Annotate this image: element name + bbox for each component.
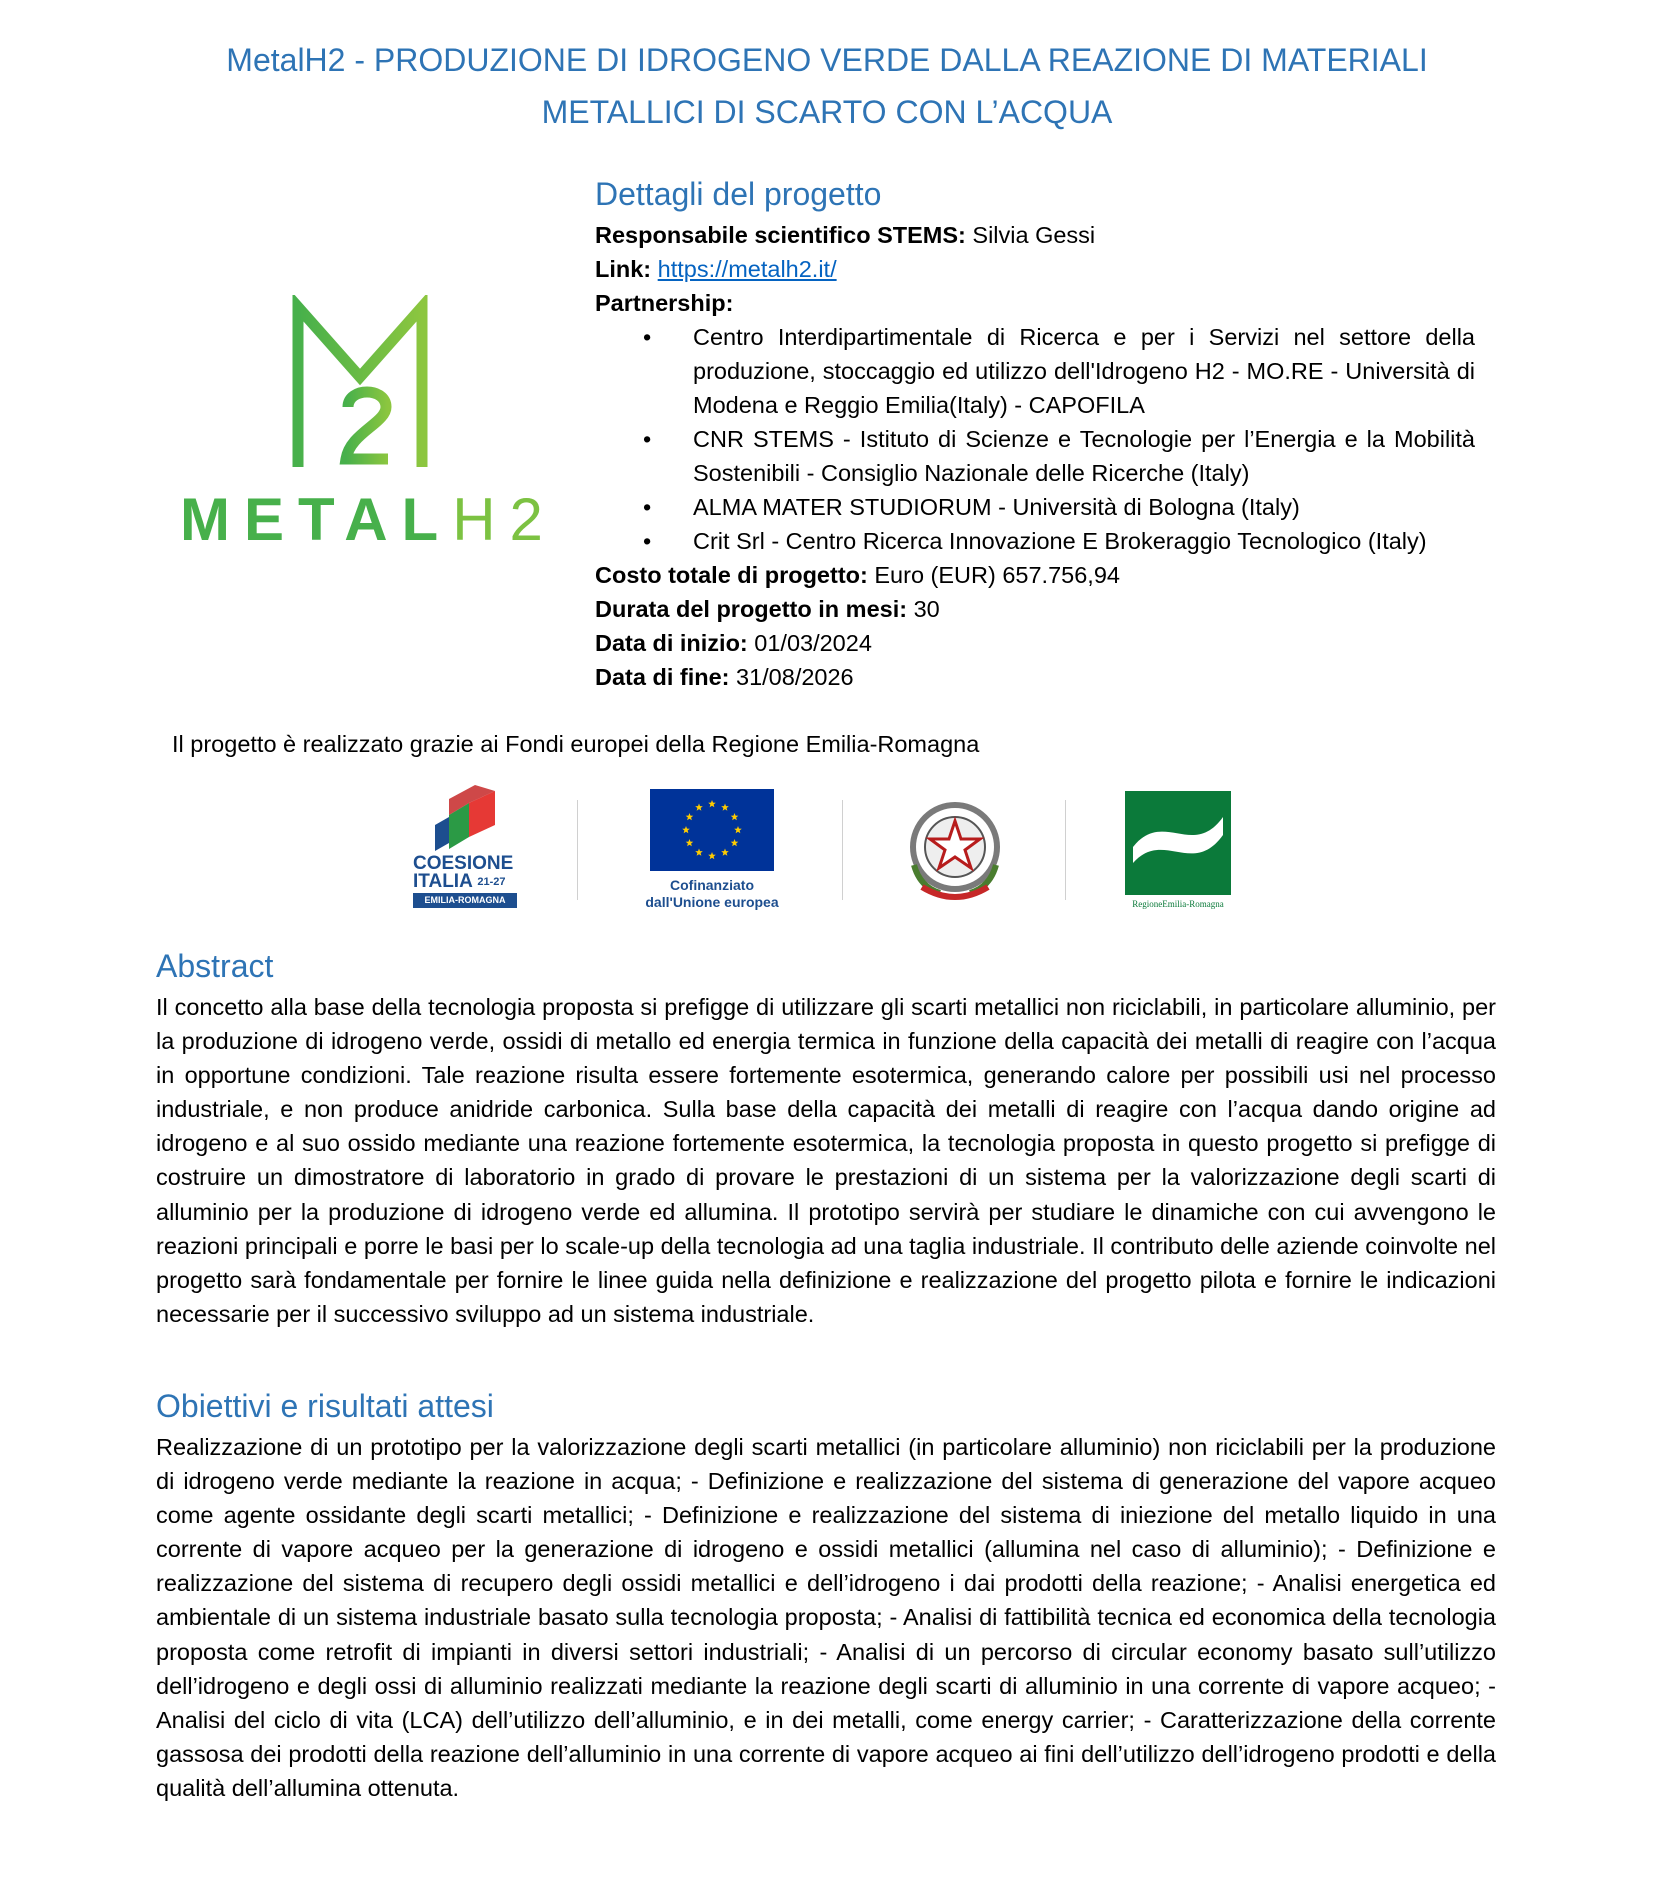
partner-item: • CNR STEMS - Istituto di Scienze e Tecnologie per l’Energia e la Mobilità Sostenibili - Consiglio Nazionale delle Ricerche (Italy): [595, 422, 1475, 490]
durata-label: Durata del progetto in mesi:: [595, 596, 908, 622]
coesione-region-band: EMILIA-ROMAGNA: [413, 893, 517, 908]
project-website-link[interactable]: https://metalh2.it/: [657, 256, 837, 282]
eu-star: [708, 800, 716, 807]
repubblica-italiana-emblem: [900, 785, 1010, 920]
rer-caption: RegioneEmilia-Romagna: [1132, 899, 1224, 909]
document-title: [100, 34, 1554, 138]
logo-divider: [577, 800, 578, 900]
costo-value: Euro (EUR) 657.756,94: [867, 562, 1120, 588]
coesione-line2: ITALIA: [413, 871, 473, 892]
coesione-italia-logo: [405, 785, 535, 920]
coesione-text: [413, 855, 513, 891]
durata-row: [595, 592, 1475, 626]
logo-word-h2: H2: [452, 486, 557, 553]
metalh2-monogram-icon: [180, 295, 560, 475]
title-line-1: MetalH2 - PRODUZIONE DI IDROGENO VERDE DALLA REAZIONE DI MATERIALI: [226, 42, 1428, 78]
partners-list: [595, 320, 1475, 558]
coesione-line1: COESIONE: [413, 853, 514, 874]
fine-value: 31/08/2026: [729, 664, 854, 690]
eu-star: [695, 849, 703, 856]
eu-star: [734, 826, 742, 833]
partner-item: • ALMA MATER STUDIORUM - Università di Bologna (Italy): [595, 490, 1475, 524]
link-row: [595, 252, 1475, 286]
project-details: [595, 172, 1475, 694]
eu-text: [630, 877, 794, 911]
metalh2-logo: [180, 295, 560, 555]
eu-line2: dall'Unione europea: [645, 894, 779, 910]
link-label: Link:: [595, 256, 652, 282]
inizio-row: [595, 626, 1475, 660]
partnership-label: Partnership:: [595, 290, 734, 316]
inizio-value: 01/03/2024: [747, 630, 872, 656]
logo-divider: [842, 800, 843, 900]
funder-logos: [405, 785, 1245, 920]
eu-star: [721, 803, 729, 810]
fine-label: Data di fine:: [595, 664, 730, 690]
italian-emblem-icon: [900, 795, 1010, 905]
costo-label: Costo totale di progetto:: [595, 562, 868, 588]
eu-star: [708, 852, 716, 859]
eu-star: [686, 813, 694, 820]
durata-value: 30: [907, 596, 940, 622]
metalh2-logo-wordmark: [180, 485, 560, 554]
eu-star: [731, 813, 739, 820]
eu-flag-icon: [650, 789, 774, 871]
coesione-years: 21-27: [477, 876, 506, 888]
eu-line1: Cofinanziato: [670, 877, 754, 893]
regione-emilia-romagna-logo: [1123, 785, 1233, 920]
abstract-text: Il concetto alla base della tecnologia proposta si prefigge di utilizzare gli scarti metallici non riciclabili, in particolare alluminio, per la produzione di idrogeno verde, ossidi di metallo ed energia termica in funzione della capacità dei metalli di reagire con l’acqua in opportune condizioni. Tale reazione risulta essere fortemente esotermica, generando calore per possibili usi nel processo industriale, e non produce anidride carbonica. Sulla base della capacità dei metalli di reagire con l’acqua dando origine ad idrogeno e al suo ossido mediante una reazione fortemente esotermica, la tecnologia proposta in questo progetto si prefigge di costruire un dimostratore di laboratorio in grado di provare le prestazioni di un sistema per la valorizzazione degli scarti di alluminio per la produzione di idrogeno verde ed allumina. Il prototipo servirà per studiare le dinamiche con cui avvengono le reazioni principali e porre le basi per lo scale-up della tecnologia ad una taglia industriale. Il contributo delle aziende coinvolte nel progetto sarà fondamentale per fornire le linee guida nella definizione e realizzazione del progetto pilota e fornire le indicazioni necessarie per il successivo sviluppo ad un sistema industriale.: [156, 994, 1496, 1327]
coesione-cube-icon: [405, 785, 535, 853]
eu-star: [721, 849, 729, 856]
objectives-text: Realizzazione di un prototipo per la valorizzazione degli scarti metallici (in particolare alluminio) non riciclabili per la produzione di idrogeno verde mediante la reazione in acqua; - Definizione e realizzazione del sistema di generazione del vapore acqueo come agente ossidante degli scarti metallici; - Definizione e realizzazione del sistema di iniezione del metallo liquido in una corrente di vapore acqueo per la generazione di idrogeno e ossidi metallici (allumina nel caso di alluminio); - Definizione e realizzazione del sistema di recupero degli ossidi metallici e dell’idrogeno i dai prodotti della reazione; - Analisi energetica ed ambientale di un sistema industriale basato sulla tecnologia proposta; - Analisi di fattibilità tecnica ed economica della tecnologia proposta come retrofit di impianti in diversi settori industriali; - Analisi di un percorso di circular economy basato sull’utilizzo dell’idrogeno e degli ossi di alluminio realizzati mediante la reazione degli scarti di alluminio in una corrente di vapore acqueo; - Analisi del ciclo di vita (LCA) dell’utilizzo dell’alluminio, e in dei metalli, come energy carrier; - Caratterizzazione della corrente gassosa dei prodotti della reazione dell’alluminio in una corrente di vapore acqueo ai fini dell’utilizzo dell’idrogeno prodotti e della qualità dell’allumina ottenuta.: [156, 1434, 1496, 1801]
costo-row: [595, 558, 1475, 592]
eu-star: [682, 826, 690, 833]
details-heading: Dettagli del progetto: [595, 176, 882, 212]
funding-statement: Il progetto è realizzato grazie ai Fondi europei della Regione Emilia-Romagna: [172, 731, 980, 757]
eu-stars-icon: [650, 789, 774, 871]
fine-row: [595, 660, 1475, 694]
responsabile-row: [595, 218, 1475, 252]
logo-divider: [1065, 800, 1066, 900]
eu-star: [731, 839, 739, 846]
abstract-section: [156, 944, 1496, 1331]
partner-item: • Crit Srl - Centro Ricerca Innovazione E Brokeraggio Tecnologico (Italy): [595, 524, 1475, 558]
objectives-heading: Obiettivi e risultati attesi: [156, 1388, 494, 1424]
responsabile-value: Silvia Gessi: [965, 222, 1096, 248]
responsabile-label: Responsabile scientifico STEMS:: [595, 222, 966, 248]
eu-cofinanziato-logo: [645, 785, 779, 920]
inizio-label: Data di inizio:: [595, 630, 748, 656]
rer-flag-icon: [1123, 789, 1233, 897]
partner-item: • Centro Interdipartimentale di Ricerca e per i Servizi nel settore della produzione, stoccaggio ed utilizzo dell'Idrogeno H2 - MO.RE - Università di Modena e Reggio Emilia(Italy) - CAPOFILA: [595, 320, 1475, 422]
eu-star: [695, 803, 703, 810]
eu-star: [686, 839, 694, 846]
logo-word-metal: METAL: [180, 486, 453, 553]
objectives-section: [156, 1384, 1496, 1805]
abstract-heading: Abstract: [156, 948, 274, 984]
title-line-2: METALLICI DI SCARTO CON L’ACQUA: [541, 94, 1113, 130]
partnership-row: [595, 286, 1475, 320]
